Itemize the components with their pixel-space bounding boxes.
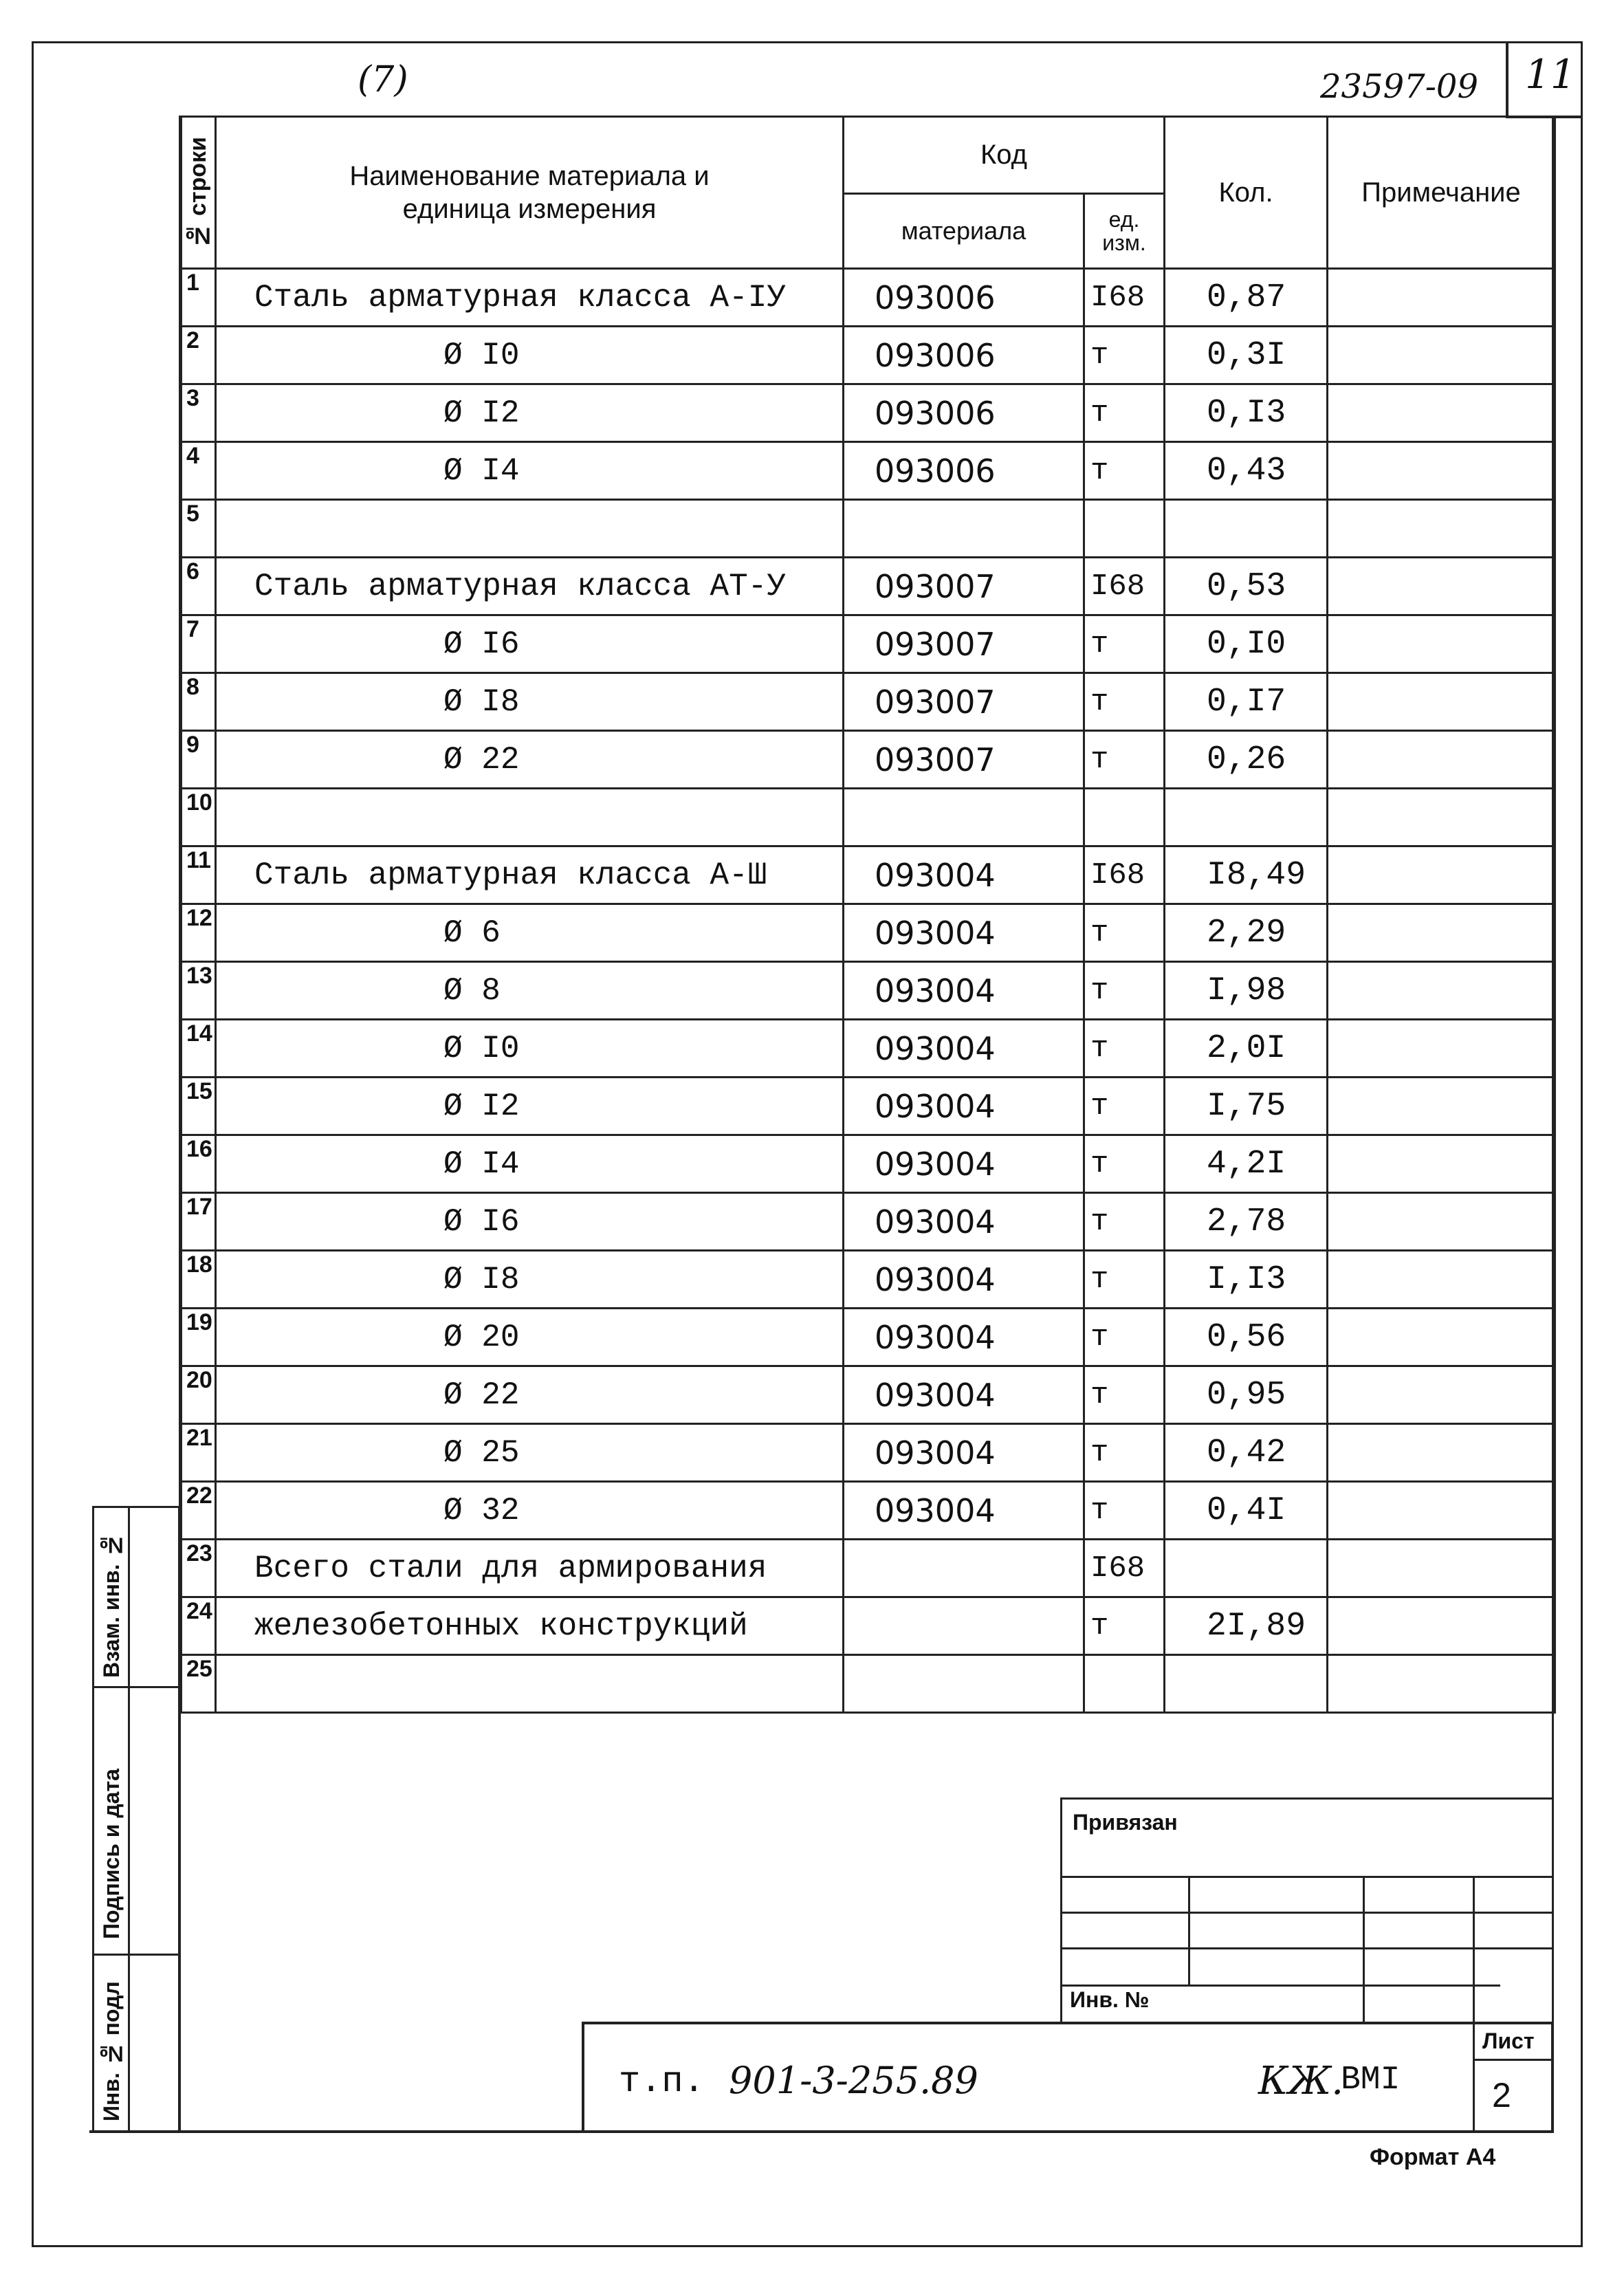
sheet-label: Лист (1482, 2029, 1535, 2053)
material-code-cell: 093006 (844, 269, 1084, 327)
material-code-cell: 093004 (844, 1020, 1084, 1078)
row-number-cell: 2 (182, 327, 216, 384)
row-number-cell: 5 (182, 500, 216, 558)
row-number-cell: 14 (182, 1020, 216, 1078)
material-name-cell: Ø I2 (216, 384, 844, 442)
material-code-cell (844, 1540, 1084, 1597)
unit-code-cell: т (1084, 615, 1165, 673)
note-cell (1328, 1135, 1555, 1193)
table-row (182, 1251, 1555, 1309)
material-name-cell (216, 1655, 844, 1713)
note-cell (1328, 673, 1555, 731)
header-material-name: Наименование материала и единица измерения (216, 117, 844, 269)
row-number-cell: 22 (182, 1482, 216, 1540)
table-row (182, 962, 1555, 1020)
table-row (182, 1597, 1555, 1655)
table-row (182, 1366, 1555, 1424)
material-code-cell: 093004 (844, 1135, 1084, 1193)
material-name-cell: Ø 20 (216, 1309, 844, 1366)
quantity-cell (1165, 1540, 1328, 1597)
unit-code-cell: I68 (1084, 269, 1165, 327)
privyazan-row-4 (1060, 1985, 1500, 1987)
table-row (182, 789, 1555, 846)
material-code-cell (844, 1597, 1084, 1655)
unit-code-cell: т (1084, 673, 1165, 731)
material-code-cell: 093004 (844, 1251, 1084, 1309)
material-code-cell: 093004 (844, 1078, 1084, 1135)
material-spec-table (180, 116, 1556, 1714)
table-row (182, 673, 1555, 731)
material-code-cell (844, 1655, 1084, 1713)
sheet-row-divider (1473, 2059, 1554, 2061)
quantity-cell: 0,87 (1165, 269, 1328, 327)
row-number-cell: 16 (182, 1135, 216, 1193)
quantity-cell: 0,4I (1165, 1482, 1328, 1540)
material-code-cell: 093006 (844, 442, 1084, 500)
table-row (182, 1540, 1555, 1597)
doc-code: 901-3-255.89 (729, 2059, 978, 2102)
unit-code-cell: I68 (1084, 558, 1165, 615)
unit-code-cell (1084, 789, 1165, 846)
table-row (182, 1020, 1555, 1078)
row-number-cell: 21 (182, 1424, 216, 1482)
table-row (182, 500, 1555, 558)
table-row (182, 558, 1555, 615)
note-cell (1328, 1366, 1555, 1424)
unit-code-cell: т (1084, 1482, 1165, 1540)
quantity-cell: I,75 (1165, 1078, 1328, 1135)
side-label-inv-podl: Инв. № подл (99, 1981, 124, 2121)
material-code-cell: 093004 (844, 1482, 1084, 1540)
material-name-cell (216, 500, 844, 558)
material-name-cell: Ø 6 (216, 904, 844, 962)
material-name-cell: Ø I2 (216, 1078, 844, 1135)
side-label-vzam-inv: Взам. инв. № (99, 1533, 124, 1678)
material-code-cell: 093006 (844, 327, 1084, 384)
material-name-cell: Ø I4 (216, 1135, 844, 1193)
table-row (182, 1135, 1555, 1193)
spec-table-body (182, 269, 1555, 1713)
quantity-cell: 0,42 (1165, 1424, 1328, 1482)
row-number-cell: 23 (182, 1540, 216, 1597)
row-number-cell: 4 (182, 442, 216, 500)
quantity-cell: 2,78 (1165, 1193, 1328, 1251)
row-number-cell: 24 (182, 1597, 216, 1655)
material-code-cell: 093007 (844, 558, 1084, 615)
privyazan-row-2 (1060, 1912, 1554, 1914)
material-name-cell: Сталь арматурная класса А-IУ (216, 269, 844, 327)
table-row (182, 1655, 1555, 1713)
note-cell (1328, 1309, 1555, 1366)
material-name-cell: Ø 32 (216, 1482, 844, 1540)
row-number-cell: 17 (182, 1193, 216, 1251)
row-number-cell: 12 (182, 904, 216, 962)
quantity-cell: 0,95 (1165, 1366, 1328, 1424)
row-number-cell: 3 (182, 384, 216, 442)
sheet-col-divider (1473, 2022, 1475, 2132)
row-number-cell: 25 (182, 1655, 216, 1713)
material-code-cell: 093004 (844, 904, 1084, 962)
quantity-cell: 2,0I (1165, 1020, 1328, 1078)
material-code-cell: 093004 (844, 1366, 1084, 1424)
doc-mark-suffix: ВМI (1341, 2062, 1401, 2099)
material-name-cell: Сталь арматурная класса А-Ш (216, 846, 844, 904)
note-cell (1328, 731, 1555, 789)
row-number-cell: 20 (182, 1366, 216, 1424)
material-name-cell: Всего стали для армирования (216, 1540, 844, 1597)
material-name-cell: Ø I6 (216, 1193, 844, 1251)
note-cell (1328, 904, 1555, 962)
unit-code-cell: т (1084, 1424, 1165, 1482)
row-number-cell: 9 (182, 731, 216, 789)
material-code-cell: 093004 (844, 1424, 1084, 1482)
privyazan-row-3 (1060, 1947, 1554, 1949)
unit-code-cell: т (1084, 1309, 1165, 1366)
note-cell (1328, 1078, 1555, 1135)
unit-code-cell: т (1084, 731, 1165, 789)
note-cell (1328, 615, 1555, 673)
note-cell (1328, 1251, 1555, 1309)
format-label: Формат А4 (1370, 2144, 1496, 2170)
unit-code-cell (1084, 1655, 1165, 1713)
material-name-cell: Ø I6 (216, 615, 844, 673)
quantity-cell: 0,43 (1165, 442, 1328, 500)
page-marker: (7) (358, 59, 408, 100)
unit-code-cell: т (1084, 1366, 1165, 1424)
note-cell (1328, 789, 1555, 846)
material-code-cell: 093007 (844, 673, 1084, 731)
unit-code-cell: т (1084, 1020, 1165, 1078)
table-row (182, 269, 1555, 327)
table-row (182, 384, 1555, 442)
material-name-cell: железобетонных конструкций (216, 1597, 844, 1655)
unit-code-cell: I68 (1084, 846, 1165, 904)
header-note: Примечание (1328, 117, 1555, 269)
quantity-cell: 0,I0 (1165, 615, 1328, 673)
table-row (182, 442, 1555, 500)
note-cell (1328, 1193, 1555, 1251)
header-row-number: № строки (182, 117, 216, 269)
table-row (182, 615, 1555, 673)
material-name-cell: Ø 8 (216, 962, 844, 1020)
row-number-cell: 7 (182, 615, 216, 673)
material-name-cell: Ø I0 (216, 1020, 844, 1078)
quantity-cell: 2I,89 (1165, 1597, 1328, 1655)
privyazan-col-1 (1188, 1876, 1190, 1985)
unit-code-cell (1084, 500, 1165, 558)
material-name-cell: Ø I8 (216, 1251, 844, 1309)
row-number-cell: 8 (182, 673, 216, 731)
unit-code-cell: т (1084, 442, 1165, 500)
quantity-cell (1165, 1655, 1328, 1713)
unit-code-cell: т (1084, 1135, 1165, 1193)
material-name-cell: Сталь арматурная класса АТ-У (216, 558, 844, 615)
quantity-cell: I8,49 (1165, 846, 1328, 904)
row-number-cell: 1 (182, 269, 216, 327)
note-cell (1328, 269, 1555, 327)
note-cell (1328, 327, 1555, 384)
quantity-cell: I,I3 (1165, 1251, 1328, 1309)
header-code: Код (844, 117, 1165, 194)
row-number-cell: 6 (182, 558, 216, 615)
unit-code-cell: т (1084, 1251, 1165, 1309)
quantity-cell: I,98 (1165, 962, 1328, 1020)
main-stamp-box (582, 2022, 1554, 2133)
table-row (182, 1078, 1555, 1135)
note-cell (1328, 384, 1555, 442)
note-cell (1328, 1597, 1555, 1655)
quantity-cell: 0,26 (1165, 731, 1328, 789)
header-quantity: Кол. (1165, 117, 1328, 269)
unit-code-cell: т (1084, 904, 1165, 962)
note-cell (1328, 962, 1555, 1020)
note-cell (1328, 558, 1555, 615)
quantity-cell: 0,I7 (1165, 673, 1328, 731)
privyazan-row-1 (1060, 1876, 1554, 1878)
quantity-cell: 0,I3 (1165, 384, 1328, 442)
note-cell (1328, 1540, 1555, 1597)
row-number-cell: 13 (182, 962, 216, 1020)
row-number-cell: 11 (182, 846, 216, 904)
material-code-cell (844, 789, 1084, 846)
unit-code-cell: I68 (1084, 1540, 1165, 1597)
unit-code-cell: т (1084, 1597, 1165, 1655)
row-number-cell: 18 (182, 1251, 216, 1309)
row-number-cell: 10 (182, 789, 216, 846)
table-row (182, 904, 1555, 962)
doc-mark: КЖ. (1258, 2059, 1344, 2103)
table-row (182, 1193, 1555, 1251)
privyazan-label: Привязан (1073, 1810, 1178, 1835)
unit-code-cell: т (1084, 962, 1165, 1020)
note-cell (1328, 442, 1555, 500)
table-row (182, 327, 1555, 384)
material-name-cell: Ø I8 (216, 673, 844, 731)
material-name-cell: Ø I0 (216, 327, 844, 384)
sheet-number: 2 (1492, 2076, 1511, 2114)
note-cell (1328, 846, 1555, 904)
material-name-cell: Ø 25 (216, 1424, 844, 1482)
material-name-cell: Ø I4 (216, 442, 844, 500)
unit-code-cell: т (1084, 327, 1165, 384)
sheet-corner-number: 11 (1525, 51, 1576, 98)
privyazan-col-3 (1473, 1876, 1475, 2024)
quantity-cell: 0,56 (1165, 1309, 1328, 1366)
unit-code-cell: т (1084, 384, 1165, 442)
material-code-cell (844, 500, 1084, 558)
document-number: 23597-09 (1320, 67, 1478, 106)
row-number-cell: 19 (182, 1309, 216, 1366)
quantity-cell: 0,3I (1165, 327, 1328, 384)
quantity-cell: 0,53 (1165, 558, 1328, 615)
quantity-cell (1165, 789, 1328, 846)
material-code-cell: 093004 (844, 1193, 1084, 1251)
unit-code-cell: т (1084, 1078, 1165, 1135)
material-code-cell: 093004 (844, 846, 1084, 904)
table-row (182, 1424, 1555, 1482)
unit-code-cell: т (1084, 1193, 1165, 1251)
note-cell (1328, 1655, 1555, 1713)
material-code-cell: 093004 (844, 962, 1084, 1020)
note-cell (1328, 1020, 1555, 1078)
material-name-cell: Ø 22 (216, 1366, 844, 1424)
side-label-podpis-data: Подпись и дата (99, 1769, 124, 1939)
quantity-cell (1165, 500, 1328, 558)
header-code-material: материала (844, 193, 1084, 269)
note-cell (1328, 500, 1555, 558)
inv-number-label: Инв. № (1070, 1987, 1150, 2012)
material-name-cell: Ø 22 (216, 731, 844, 789)
material-name-cell (216, 789, 844, 846)
note-cell (1328, 1424, 1555, 1482)
row-number-cell: 15 (182, 1078, 216, 1135)
material-code-cell: 093006 (844, 384, 1084, 442)
quantity-cell: 4,2I (1165, 1135, 1328, 1193)
table-row (182, 731, 1555, 789)
header-code-unit: ед. изм. (1084, 193, 1165, 269)
quantity-cell: 2,29 (1165, 904, 1328, 962)
material-code-cell: 093007 (844, 615, 1084, 673)
privyazan-col-2 (1363, 1876, 1365, 2024)
table-row (182, 1482, 1555, 1540)
doc-prefix: т.п. (619, 2062, 705, 2102)
table-row (182, 1309, 1555, 1366)
material-code-cell: 093007 (844, 731, 1084, 789)
material-code-cell: 093004 (844, 1309, 1084, 1366)
table-row (182, 846, 1555, 904)
note-cell (1328, 1482, 1555, 1540)
